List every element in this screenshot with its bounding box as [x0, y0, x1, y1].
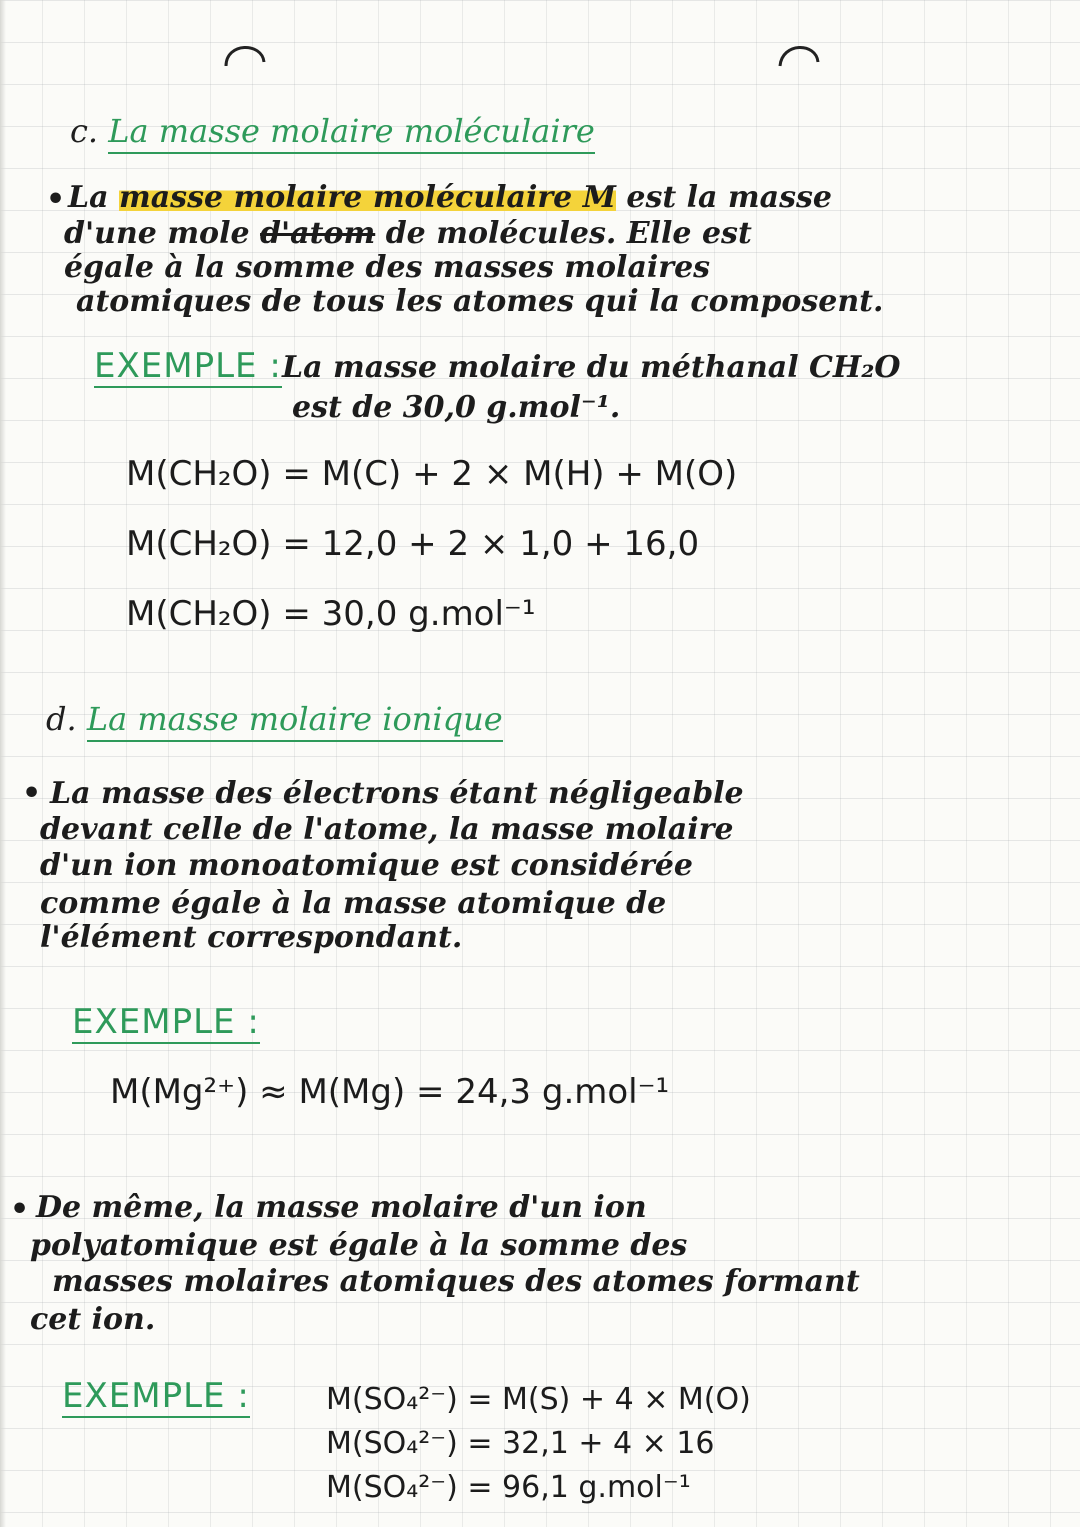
definition-line-3: égale à la somme des masses molaires — [64, 250, 711, 285]
definition-line-2 — [64, 218, 752, 250]
formula-line-1: M(CH₂O) = M(C) + 2 × M(H) + M(O) — [126, 454, 738, 494]
paragraph-1-line-1: La masse des électrons étant négligeable — [50, 776, 744, 811]
bullet: • — [46, 182, 66, 217]
section-d-letter: d. — [46, 700, 77, 738]
example-text-line-2: est de 30,0 g.mol⁻¹. — [292, 390, 621, 425]
struck-text: d'atom — [260, 216, 376, 251]
bullet: • — [22, 776, 42, 811]
binder-ring-left — [226, 47, 264, 66]
section-c-letter: c. — [70, 112, 99, 150]
definition-text: La — [68, 180, 109, 215]
polyatomic-formula-2: M(SO₄²⁻) = 32,1 + 4 × 16 — [326, 1426, 715, 1461]
paragraph-2-line-2: polyatomique est égale à la somme des — [30, 1228, 688, 1263]
highlighted-term: masse molaire moléculaire M — [119, 180, 616, 215]
binder-ring-right — [780, 47, 818, 66]
section-c-heading — [70, 112, 595, 150]
example-label: EXEMPLE : — [62, 1376, 250, 1416]
example-label: EXEMPLE : — [94, 346, 282, 386]
paragraph-1-line-2: devant celle de l'atome, la masse molaire — [40, 812, 734, 847]
example-label: EXEMPLE : — [72, 1002, 260, 1042]
formula-line-3: M(CH₂O) = 30,0 g.mol⁻¹ — [126, 594, 536, 634]
definition-text: d'une mole — [64, 216, 250, 251]
paragraph-2-line-1: De même, la masse molaire d'un ion — [36, 1190, 647, 1225]
polyatomic-formula-1: M(SO₄²⁻) = M(S) + 4 × M(O) — [326, 1382, 751, 1417]
ion-formula: M(Mg²⁺) ≈ M(Mg) = 24,3 g.mol⁻¹ — [110, 1072, 670, 1112]
definition-line-4: atomiques de tous les atomes qui la composent. — [76, 284, 884, 319]
polyatomic-formula-3: M(SO₄²⁻) = 96,1 g.mol⁻¹ — [326, 1470, 691, 1505]
example-text-line-1: La masse molaire du méthanal CH₂O — [282, 350, 901, 385]
definition-line-1 — [68, 182, 832, 214]
paragraph-1-line-4: comme égale à la masse atomique de — [40, 886, 667, 921]
section-d-heading — [46, 700, 503, 738]
paragraph-1-line-3: d'un ion monoatomique est considérée — [40, 848, 693, 883]
bullet: • — [10, 1192, 30, 1227]
paragraph-2-line-3: masses molaires atomiques des atomes formant — [52, 1264, 860, 1299]
definition-text: de molécules. Elle est — [385, 216, 752, 251]
section-d-title: La masse molaire ionique — [87, 700, 503, 742]
paragraph-1-line-5: l'élément correspondant. — [40, 920, 463, 955]
definition-text: est la masse — [626, 180, 832, 215]
formula-line-2: M(CH₂O) = 12,0 + 2 × 1,0 + 16,0 — [126, 524, 700, 564]
paragraph-2-line-4: cet ion. — [30, 1302, 156, 1337]
section-c-title: La masse molaire moléculaire — [108, 112, 595, 154]
binder-rings — [0, 22, 1080, 72]
